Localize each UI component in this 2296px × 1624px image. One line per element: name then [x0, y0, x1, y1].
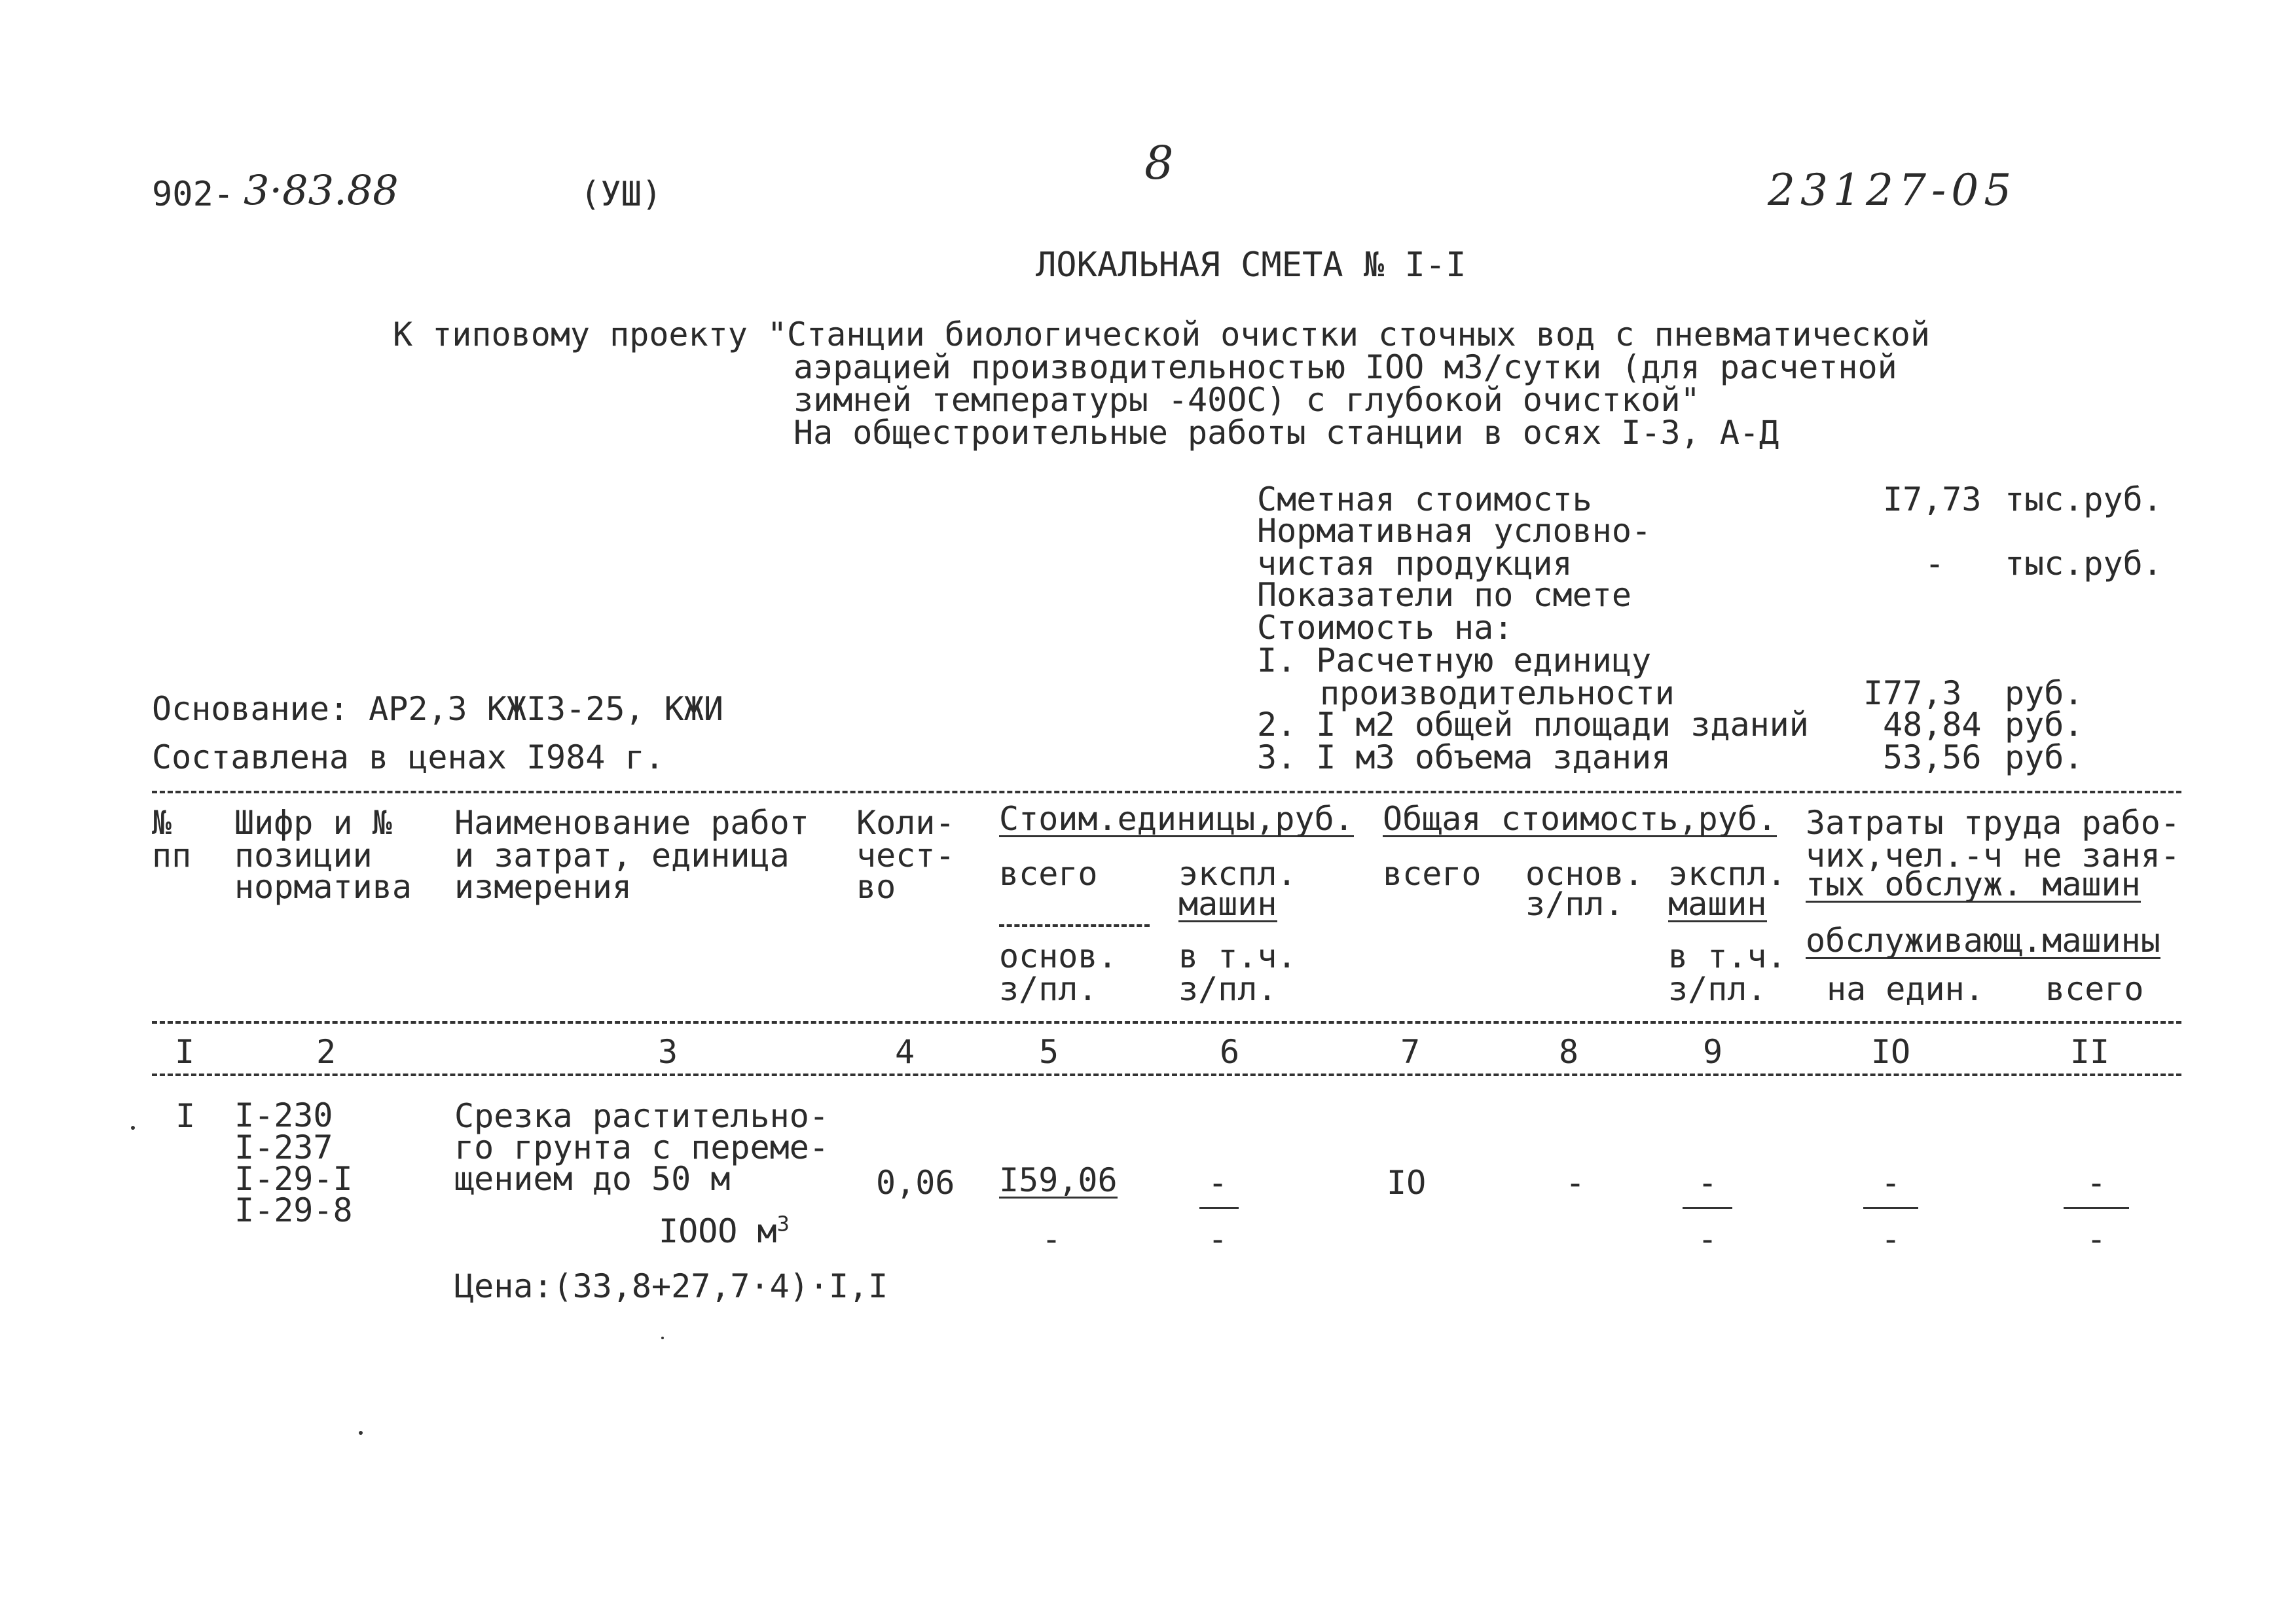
- indicator-1-label-1: I. Расчетную единицу: [1257, 641, 1652, 679]
- col-number-8: 8: [1558, 1033, 1579, 1071]
- row-unit-base: -: [1041, 1220, 1062, 1258]
- col-header-unit-base: основ.: [999, 937, 1118, 975]
- col-header-total-mach: экспл.: [1668, 855, 1787, 893]
- row-total-base: -: [1565, 1164, 1586, 1202]
- row-quantity: 0,06: [876, 1164, 955, 1202]
- col-group-labor-2: чих,чел.-ч не заня-: [1806, 837, 2180, 875]
- col-header-total-base: основ.: [1525, 855, 1644, 893]
- indicator-2-unit: руб.: [2005, 706, 2084, 744]
- col-number-7: 7: [1400, 1033, 1421, 1071]
- row-unit-mach: -: [1207, 1164, 1228, 1202]
- scan-speck: [661, 1337, 664, 1339]
- row-number: I: [175, 1097, 196, 1135]
- row-code-2: I-237: [234, 1128, 333, 1166]
- row-unit-superscript: 3: [776, 1211, 790, 1236]
- indicator-1-value: I77,3: [1863, 674, 1962, 712]
- col-header-total-incl: в т.ч.: [1668, 937, 1787, 975]
- basis-line: Основание: АР2,3 КЖI3-25, КЖИ: [152, 690, 723, 728]
- col-header-unit-base-2: з/пл.: [999, 970, 1098, 1008]
- col-number-4: 4: [894, 1033, 915, 1071]
- col-group-labor-4: обслуживающ.машины: [1806, 922, 2160, 960]
- row-total-mach-rule: [1683, 1207, 1732, 1209]
- npp-label-1: Нормативная условно-: [1257, 512, 1652, 550]
- prices-line: Составлена в ценах I984 г.: [152, 738, 665, 776]
- indicator-2-label: 2. I м2 общей площади зданий: [1257, 706, 1809, 744]
- cost-unit: тыс.руб.: [2005, 480, 2162, 518]
- col-header-total-all: всего: [1383, 855, 1482, 893]
- indicator-2-value: 48,84: [1883, 706, 1982, 744]
- row-name-1: Срезка растительно-: [454, 1097, 829, 1135]
- col-header-total-mach-2: машин: [1668, 885, 1767, 923]
- col-group-labor-3: тых обслуж. машин: [1806, 865, 2141, 903]
- col-group-total-cost: Общая стоимость,руб.: [1383, 800, 1777, 838]
- row-code-3: I-29-I: [234, 1160, 353, 1198]
- row-labor-unit: -: [1880, 1164, 1901, 1202]
- col-number-9: 9: [1702, 1033, 1723, 1071]
- row-labor-all-rule: [2064, 1207, 2129, 1209]
- subject-line-3: зимней температуры -40ОС) с глубокой очисткой": [793, 381, 1700, 419]
- col-header-code: Шифр и №: [234, 804, 392, 842]
- series-label: (УШ): [580, 175, 663, 214]
- col-group-labor: Затраты труда рабо-: [1806, 804, 2180, 842]
- col-header-unit-mach-2: машин: [1178, 885, 1277, 923]
- row-labor-all-2: -: [2086, 1220, 2107, 1258]
- col-number-3: 3: [657, 1033, 678, 1071]
- col-header-name-2: и затрат, единица: [454, 837, 790, 875]
- col-group-unit-cost: Стоим.единицы,руб.: [999, 800, 1354, 838]
- row-labor-unit-rule: [1863, 1207, 1918, 1209]
- col-header-unit-incl-2: з/пл.: [1178, 970, 1277, 1008]
- npp-unit: тыс.руб.: [2005, 545, 2162, 583]
- cost-label: Сметная стоимость: [1257, 480, 1592, 518]
- row-unit: IOOO $м^3$: [659, 1211, 790, 1250]
- col-header-total-incl-2: з/пл.: [1668, 970, 1767, 1008]
- row-total-mach: -: [1697, 1164, 1718, 1202]
- doc-code-printed: 902-: [152, 175, 234, 214]
- row-unit-mach-pay: -: [1207, 1220, 1228, 1258]
- row-code-1: I-230: [234, 1096, 333, 1134]
- col-header-name: Наименование работ: [454, 804, 809, 842]
- row-labor-all: -: [2086, 1164, 2107, 1202]
- subject-line-2: аэрацией производительностью IOO м3/сутки (для расчетной: [793, 348, 1897, 386]
- indicator-1-unit: руб.: [2005, 674, 2084, 712]
- col-header-unit-mach: экспл.: [1178, 855, 1297, 893]
- cost-per-label: Стоимость на:: [1257, 609, 1514, 647]
- row-name-3: щением до 50 м: [454, 1160, 731, 1198]
- col-number-1: I: [174, 1033, 195, 1071]
- col-header-name-3: измерения: [454, 868, 632, 906]
- indicator-3-unit: руб.: [2005, 738, 2084, 776]
- price-formula: Цена:(33,8+27,7·4)·I,I: [454, 1267, 888, 1305]
- row-total: IO: [1387, 1164, 1427, 1202]
- document-title: ЛОКАЛЬНАЯ СМЕТА № I-I: [1036, 245, 1467, 285]
- col-number-5: 5: [1038, 1033, 1059, 1071]
- row-name-2: го грунта с переме-: [454, 1128, 829, 1166]
- col-header-labor-unit: на един.: [1827, 970, 1984, 1008]
- column-number-rule: [152, 1074, 2181, 1076]
- col-header-number: №: [152, 804, 172, 842]
- col-number-6: 6: [1219, 1033, 1240, 1071]
- subject-line-4: На общестроительные работы станции в осях I-3, А-Д: [793, 414, 1779, 452]
- col-header-code-2: позиции: [234, 837, 373, 875]
- indicator-1-label-2: производительности: [1320, 674, 1675, 712]
- col-header-number-2: пп: [152, 837, 192, 875]
- col-header-qty-2: чест-: [856, 837, 955, 875]
- col-number-2: 2: [316, 1033, 337, 1071]
- row-total-mach-pay: -: [1697, 1220, 1718, 1258]
- cost-value: I7,73: [1883, 480, 1982, 518]
- col-header-qty: Коли-: [856, 804, 955, 842]
- col-header-qty-3: во: [856, 868, 896, 906]
- indicator-3-value: 53,56: [1883, 738, 1982, 776]
- scan-speck: [359, 1431, 363, 1435]
- row-unit-mach-rule: [1199, 1207, 1239, 1209]
- subject-line-1: К типовому проекту "Станции биологической очистки сточных вод с пневматической: [393, 316, 1930, 353]
- row-labor-unit-2: -: [1880, 1220, 1901, 1258]
- table-header-rule: [152, 1021, 2181, 1024]
- col-number-10: IO: [1870, 1033, 1911, 1071]
- col-header-unit-incl: в т.ч.: [1178, 937, 1297, 975]
- col-header-unit-total: всего: [999, 855, 1098, 893]
- col-header-code-3: норматива: [234, 868, 412, 906]
- table-top-rule: [152, 791, 2181, 793]
- scan-speck: [131, 1126, 135, 1130]
- col-number-11: II: [2069, 1033, 2110, 1071]
- npp-label-2: чистая продукция: [1257, 545, 1573, 583]
- npp-value: -: [1925, 545, 1945, 583]
- row-code-4: I-29-8: [234, 1191, 353, 1229]
- doc-code-handwritten: 3·83.88: [244, 166, 399, 214]
- row-unit-total: I59,06: [999, 1161, 1118, 1199]
- page-number: 8: [1144, 136, 1174, 190]
- col-header-total-base-2: з/пл.: [1525, 885, 1624, 923]
- indicator-3-label: 3. I м3 объема здания: [1257, 738, 1671, 776]
- unit-cost-sub-rule: [999, 924, 1150, 927]
- archive-number: 23127-05: [1768, 165, 2017, 215]
- indicators-label: Показатели по смете: [1257, 576, 1631, 614]
- col-header-labor-all: всего: [2045, 970, 2144, 1008]
